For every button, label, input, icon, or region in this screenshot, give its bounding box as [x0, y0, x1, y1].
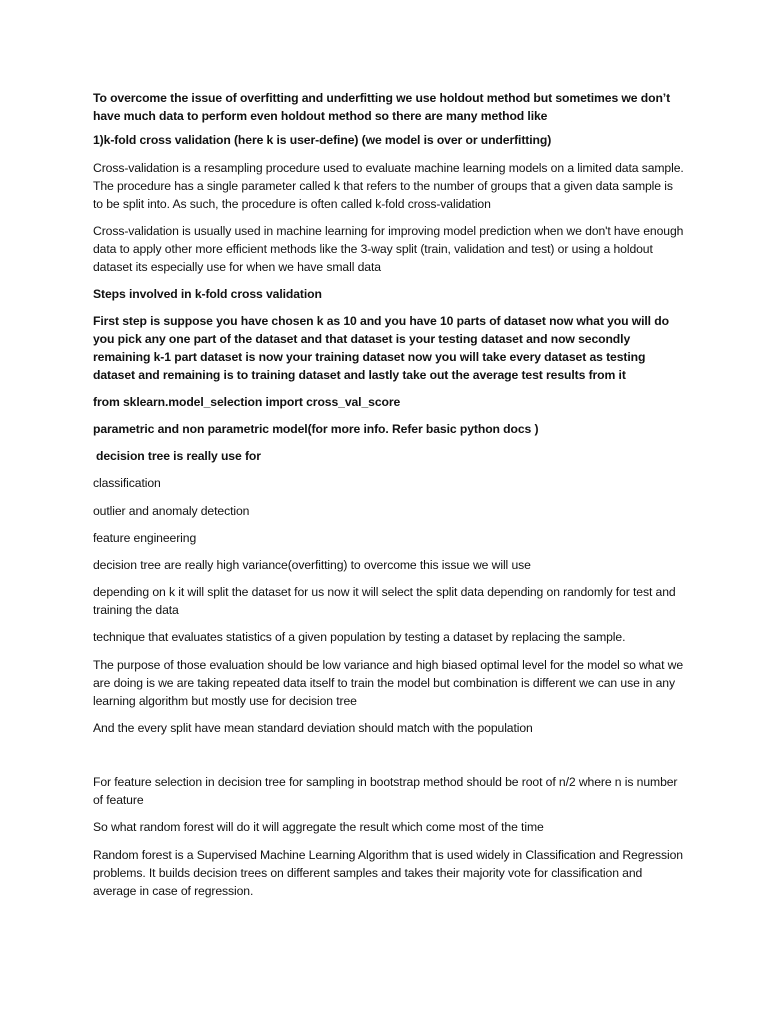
decision-tree-use-line: decision tree is really use for: [96, 449, 261, 463]
every-split-line: And the every split have mean standard deviation should match with the population: [93, 721, 533, 735]
high-variance-line: decision tree are really high variance(overfitting) to overcome this issue we will use: [93, 558, 531, 572]
import-line: from sklearn.model_selection import cross_val_score: [93, 395, 401, 409]
technique-line: technique that evaluates statistics of a given population by testing a dataset by replacing the sample.: [93, 630, 626, 644]
use-item-feature-engineering: feature engineering: [93, 531, 197, 545]
use-item-outlier: outlier and anomaly detection: [93, 504, 250, 518]
purpose-paragraph: The purpose of those evaluation should be low variance and high biased optimal level for the model so what we are doing is we are taking repeated data itself to train the model but combination is different we can use in any learning algorithm but mostly use for decision tree: [93, 658, 684, 708]
random-forest-aggregate-line: So what random forest will do it will aggregate the result which come most of the time: [93, 820, 544, 834]
kfold-heading: 1)k-fold cross validation (here k is user-define) (we model is over or underfitting): [93, 133, 552, 147]
cv-definition-paragraph: Cross-validation is a resampling procedure used to evaluate machine learning models on a limited data sample. The procedure has a single parameter called k that refers to the number of groups that a given data sample is to be split into. As such, the procedure is often called k-fold cross-validation: [93, 161, 684, 211]
feature-selection-paragraph: For feature selection in decision tree for sampling in bootstrap method should be root of n/2 where n is number of feature: [93, 775, 678, 807]
parametric-line: parametric and non parametric model(for more info. Refer basic python docs ): [93, 422, 539, 436]
steps-paragraph: First step is suppose you have chosen k as 10 and you have 10 parts of dataset now what you will do you pick any one part of the dataset and that dataset is your testing dataset and now secondly remaining k-1 part dataset is now your training dataset now you will take every dataset as testing dataset and remaining is to training dataset and lastly take out the average test results from it: [93, 314, 669, 382]
random-forest-definition-paragraph: Random forest is a Supervised Machine Learning Algorithm that is used widely in Classification and Regression problems. It builds decision trees on different samples and takes their majority vote for classification and average in case of regression.: [93, 848, 683, 898]
steps-heading: Steps involved in k-fold cross validation: [93, 287, 322, 301]
depending-on-k-paragraph: depending on k it will split the dataset for us now it will select the split data depending on randomly for test and training the data: [93, 585, 676, 617]
use-item-classification: classification: [93, 476, 161, 490]
cv-usage-paragraph: Cross-validation is usually used in machine learning for improving model prediction when we don't have enough data to apply other more efficient methods like the 3-way split (train, validation and test) or using a holdout dataset its especially use for when we have small data: [93, 224, 684, 274]
intro-paragraph: To overcome the issue of overfitting and underfitting we use holdout method but sometimes we don’t have much data to perform even holdout method so there are many method like: [93, 91, 671, 123]
